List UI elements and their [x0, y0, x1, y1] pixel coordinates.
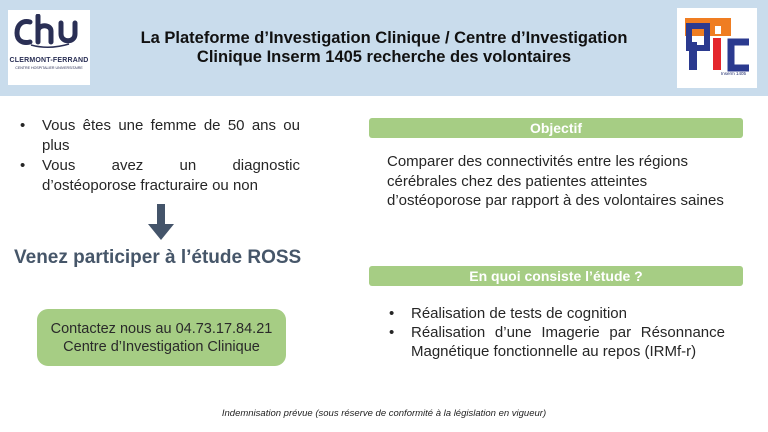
etude-heading: En quoi consiste l’étude ? — [369, 266, 743, 286]
objectif-heading: Objectif — [369, 118, 743, 138]
chu-logo-subtitle: CENTRE HOSPITALIER UNIVERSITAIRE — [15, 66, 83, 70]
contact-phone: Contactez nous au 04.73.17.84.21 — [50, 320, 273, 337]
etude-steps — [387, 304, 725, 361]
chu-logo-name: CLERMONT-FERRAND — [9, 57, 89, 64]
header-banner — [0, 0, 768, 96]
contact-box — [37, 309, 286, 366]
call-to-action: Venez participer à l’étude ROSS — [14, 247, 302, 268]
title-line-2: Clinique Inserm 1405 recherche des volontaires — [196, 48, 572, 66]
chu-logo-mark-icon — [13, 14, 85, 50]
chu-logo — [8, 10, 90, 85]
pic-logo-caption: Inserm 1405 — [721, 71, 747, 76]
objectif-text: Comparer des connectivités entre les régions cérébrales chez des patientes atteintes d’ostéoporose par rapport à des volontaires saines — [387, 153, 724, 209]
footer-note: Indemnisation prévue (sous réserve de conformité à la législation en vigueur) — [221, 408, 547, 419]
criterion-diagnosis: • Vous avez un diagnostic d’ostéoporose fracturaire ou non — [18, 156, 300, 196]
pic-logo-mark-icon — [677, 8, 757, 88]
pic-logo — [677, 8, 757, 88]
step-cognition-tests: • Réalisation de tests de cognition — [387, 304, 725, 323]
criterion-age: • Vous êtes une femme de 50 ans ou plus — [18, 116, 300, 156]
step-fmri: • Réalisation d’une Imagerie par Résonnance Magnétique fonctionnelle au repos (IRMf-r) — [387, 323, 725, 361]
contact-centre: Centre d’Investigation Clinique — [63, 338, 260, 355]
title-line-1: La Plateforme d’Investigation Clinique / Centre d’Investigation — [140, 29, 628, 47]
arrow-down-icon — [146, 204, 176, 241]
page-title — [104, 29, 664, 67]
eligibility-criteria — [18, 116, 300, 196]
